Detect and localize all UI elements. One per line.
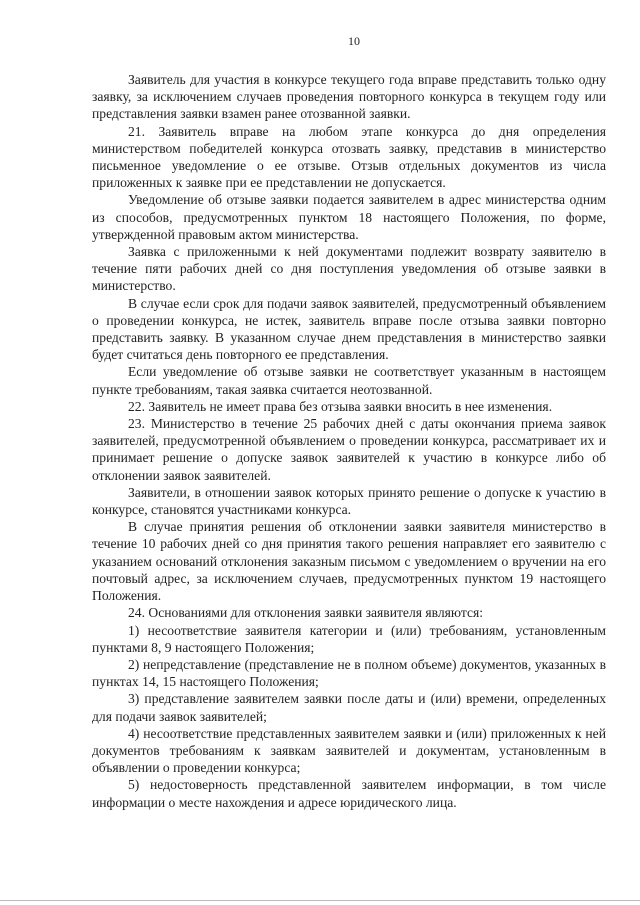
paragraph: В случае если срок для подачи заявок заявителей, предусмотренный объявлением о проведении конкурса, не истек, заявитель вправе после отзыва заявки повторно представить заявку. В указанном случае днем представления в министерство заявки будет считаться день повторного ее представления.: [92, 295, 606, 363]
list-item: 3) представление заявителем заявки после даты и (или) времени, определенных для подачи заявок заявителей;: [92, 691, 606, 724]
paragraph: Заявители, в отношении заявок которых принято решение о допуске к участию в конкурсе, становятся участниками конкурса.: [92, 484, 606, 518]
paragraph: 21. Заявитель вправе на любом этапе конкурса до дня определения министерством победителей конкурса отозвать заявку, представив в министерство письменное уведомление о ее отзыве. Отзыв отдельных документов из числа приложенных к заявке при ее представлении не допускается.: [92, 123, 606, 191]
page-number: 10: [348, 34, 360, 48]
paragraph: Заявка с приложенными к ней документами подлежит возврату заявителю в течение пяти рабочих дней со дня поступления уведомления об отзыве заявки в министерство.: [92, 244, 606, 294]
list-item: 1) несоответствие заявителя категории и (или) требованиям, установленным пунктами 8, 9 настоящего Положения;: [92, 622, 606, 655]
list-item: 2) непредставление (представление не в полном объеме) документов, указанных в пунктах 14, 15 настоящего Положения;: [92, 656, 606, 690]
paragraph: 23. Министерство в течение 25 рабочих дней с даты окончания приема заявок заявителей, предусмотренной объявлением о проведении конкурса, рассматривает их и принимает решение о допуске заявок заявителей к участию в конкурсе либо об отклонении заявок заявителей.: [92, 416, 606, 483]
list-item: 4) несоответствие представленных заявителем заявки и (или) приложенных к ней документов требованиям к заявкам заявителей и документам, установленным в объявлении о проведении конкурса;: [92, 725, 606, 776]
paragraph: 22. Заявитель не имеет права без отзыва заявки вносить в нее изменения.: [128, 398, 553, 414]
paragraph: Заявитель для участия в конкурсе текущего года вправе представить только одну заявку, за исключением случаев проведения повторного конкурса в текущем году или представления заявки взамен ранее отозванной заявки.: [92, 72, 606, 122]
list-item: 5) недостоверность представленной заявителем информации, в том числе информации о месте нахождения и адресе юридического лица.: [92, 777, 606, 810]
scan-edge-divider: [0, 900, 640, 901]
document-body: [92, 71, 606, 811]
paragraph: Если уведомление об отзыве заявки не соответствует указанным в настоящем пункте требованиям, такая заявка считается неотозванной.: [92, 364, 606, 397]
paragraph: 24. Основаниями для отклонения заявки заявителя являются:: [128, 605, 484, 621]
paragraph: В случае принятия решения об отклонении заявки заявителя министерство в течение 10 рабочих дней со дня принятия такого решения направляет его заявителю с указанием оснований отклонения заказным письмом с уведомлением о вручении на его почтовый адрес, за исключением случаев, предусмотренных пунктом 19 настоящего Положения.: [92, 519, 606, 604]
paragraph: Уведомление об отзыве заявки подается заявителем в адрес министерства одним из способов, предусмотренных пунктом 18 настоящего Положения, по форме, утвержденной правовым актом министерства.: [92, 192, 606, 242]
